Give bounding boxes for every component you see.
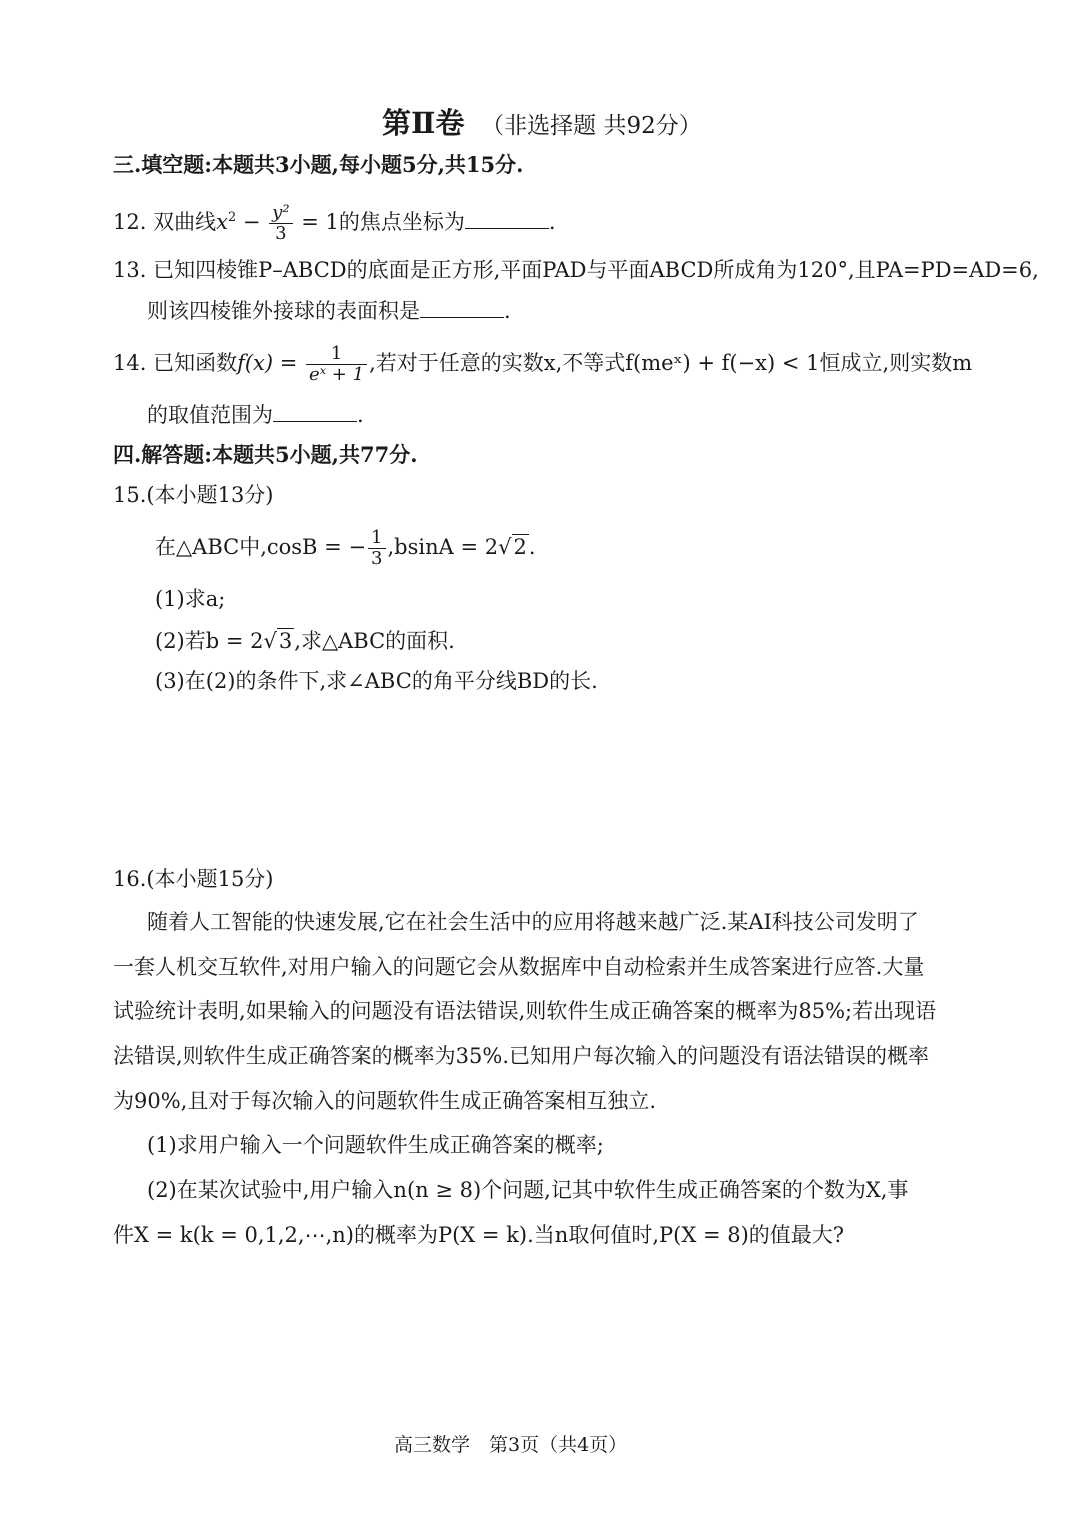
answer-blank-13[interactable] [420, 297, 504, 318]
question-16-heading: 16.(本小题15分) [113, 867, 274, 891]
question-16-line3: 试验统计表明,如果输入的问题没有语法错误,则软件生成正确答案的概率为85%;若出现语 [113, 999, 937, 1023]
question-16-part1: (1)求用户输入一个问题软件生成正确答案的概率; [147, 1133, 604, 1157]
question-16-line4: 法错误,则软件生成正确答案的概率为35%.已知用户每次输入的问题没有语法错误的概率 [113, 1044, 930, 1068]
sqrt-symbol: √ [498, 535, 512, 559]
question-12: 12. 双曲线$x^2$ − $\frac{\text{y²}}{3}$ = 1的焦点坐标为 . [113, 202, 556, 244]
question-13-line2: 则该四棱锥外接球的表面积是 . [147, 299, 511, 323]
question-16-part2-line1: (2)在某次试验中,用户输入n(n ≥ 8)个问题,记其中软件生成正确答案的个数为X,事 [147, 1178, 909, 1202]
question-15-part3: (3)在(2)的条件下,求∠ABC的角平分线BD的长. [155, 669, 598, 693]
question-16-line2: 一套人机交互软件,对用户输入的问题它会从数据库中自动检索并生成答案进行应答.大量 [113, 955, 925, 979]
question-15-part2: (2)若b = 2√3,求△ABC的面积. [155, 629, 455, 653]
page-footer: 高三数学 第3页（共4页） [394, 1434, 628, 1456]
question-16-line5: 为90%,且对于每次输入的问题软件生成正确答案相互独立. [113, 1089, 657, 1113]
question-16-line1: 随着人工智能的快速发展,它在社会生活中的应用将越来越广泛.某AI科技公司发明了 [147, 910, 919, 934]
title-sub: （非选择题 共92分） [481, 113, 702, 139]
sqrt-symbol: √ [263, 629, 277, 653]
question-13-line1: 13. 已知四棱锥P–ABCD的底面是正方形,平面PAD与平面ABCD所成角为120°,且PA=PD=AD=6, [113, 258, 1039, 282]
fraction-1-over-ex-plus-1: $\frac{1}{\text{eˣ + 1}}$ [306, 344, 367, 385]
question-16-part2-line2: 件X = k(k = 0,1,2,⋯,n)的概率为P(X = k).当n取何值时,P(X = 8)的值最大? [113, 1223, 845, 1247]
answer-blank-12[interactable] [465, 208, 549, 229]
question-15-intro: 在△ABC中,cosB = − $\frac{1}{3}$ ,bsinA = 2√2. [155, 527, 536, 569]
question-15-part1: (1)求a; [155, 587, 226, 611]
section-4-heading: 四.解答题:本题共5小题,共77分. [113, 442, 418, 467]
fraction-y2-over-3: $\frac{\text{y²}}{3}$ [269, 203, 292, 244]
fraction-1-over-3: $\frac{1}{3}$ [368, 528, 385, 569]
question-14-line1: 14. 已知函数f(x) = $\frac{1}{\text{eˣ + 1}}$ ,若对于任意的实数x,不等式f(meˣ) + f(−x) < 1恒成立,则实数m [113, 343, 973, 385]
section-3-heading: 三.填空题:本题共3小题,每小题5分,共15分. [113, 152, 524, 177]
question-14-line2: 的取值范围为 . [147, 403, 364, 427]
question-15-heading: 15.(本小题13分) [113, 483, 274, 507]
paper-title [382, 103, 702, 146]
title-main: 第Ⅱ卷 [382, 106, 465, 140]
answer-blank-14[interactable] [273, 401, 357, 422]
